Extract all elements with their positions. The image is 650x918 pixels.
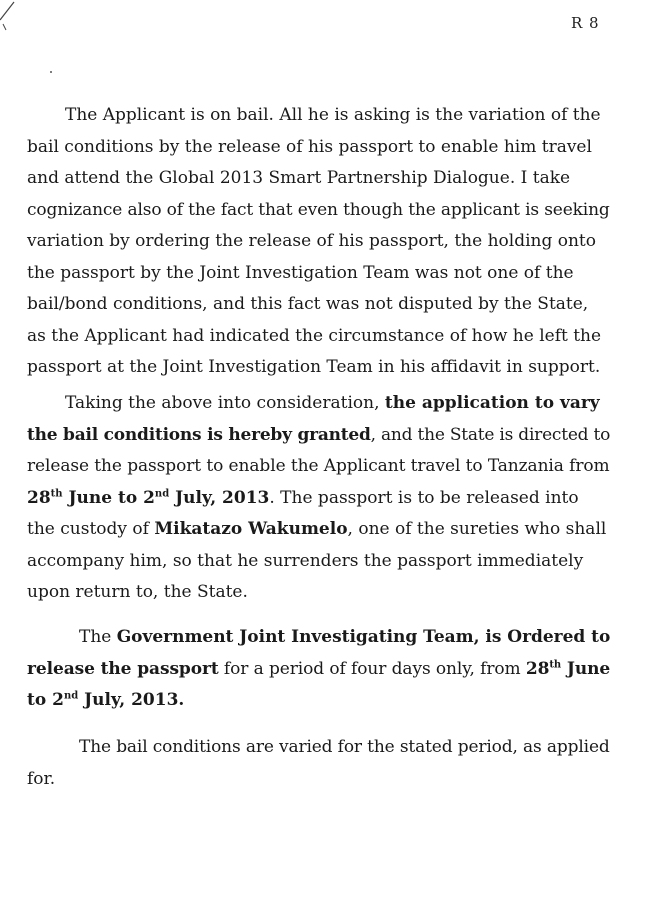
date-text: to 2: [27, 690, 64, 710]
text-line: accompany him, so that he surrenders the passport immediately: [27, 550, 584, 571]
page-reference: R 8: [571, 14, 600, 32]
ordinal-suffix: th: [549, 658, 562, 670]
bold-text: Government Joint Investigating Team, is Ordered to: [116, 627, 611, 647]
bold-text: release the passport: [27, 658, 219, 679]
bold-text: the application to vary: [384, 393, 600, 413]
date-text: July, 2013.: [78, 690, 185, 710]
corner-scan-mark: [0, 0, 20, 34]
paragraph-conditions-varied: [27, 732, 610, 795]
bold-date: [27, 488, 269, 508]
bold-date: [27, 690, 184, 710]
text-line: [27, 685, 610, 717]
paragraph-applicant-on-bail: [27, 100, 610, 384]
text-line: cognizance also of the fact that even though the applicant is seeking: [27, 199, 610, 220]
text-line: the passport by the Joint Investigation Team was not one of the: [27, 262, 574, 283]
text-line: passport at the Joint Investigation Team in his affidavit in support.: [27, 357, 601, 377]
text-line: variation by ordering the release of his passport, the holding onto: [27, 231, 597, 251]
text-line: upon return to, the State.: [27, 582, 248, 602]
text-line: [27, 388, 610, 420]
text-run: Taking the above into consideration,: [65, 393, 385, 413]
date-day: 28: [525, 658, 550, 679]
text-line: release the passport to enable the Applicant travel to Tanzania from: [27, 456, 610, 476]
text-line: [27, 420, 610, 452]
text-line: [27, 622, 610, 654]
date-day: 28: [27, 487, 51, 508]
bold-date: [526, 659, 610, 679]
text-run: The: [79, 627, 117, 647]
bold-text: the bail conditions is hereby granted: [27, 424, 371, 445]
date-text: June to 2: [62, 487, 155, 508]
text-line: as the Applicant had indicated the circumstance of how he left the: [27, 325, 602, 346]
ordinal-suffix: nd: [154, 487, 170, 499]
date-text: June: [561, 658, 611, 679]
ordinal-suffix: th: [50, 487, 63, 499]
paragraph-application-granted: [27, 388, 610, 609]
date-text: July, 2013: [169, 487, 270, 508]
text-run: . The passport is to be released into: [269, 487, 579, 508]
text-run: , and the State is directed to: [370, 424, 611, 445]
text-line: bail/bond conditions, and this fact was not disputed by the State,: [27, 294, 589, 314]
text-line: for.: [27, 768, 56, 789]
scan-speck: [50, 71, 52, 73]
text-run: the custody of: [27, 519, 155, 539]
text-line: [27, 654, 610, 686]
paragraph-order-release: [27, 622, 610, 717]
surety-name: Mikatazo Wakumelo: [154, 519, 348, 539]
ordinal-suffix: nd: [63, 690, 79, 702]
text-line: bail conditions by the release of his passport to enable him travel: [27, 136, 592, 157]
text-line: [27, 514, 610, 546]
text-line: The Applicant is on bail. All he is asking is the variation of the: [65, 105, 601, 125]
text-run: for a period of four days only, from: [218, 658, 526, 679]
text-line: The bail conditions are varied for the stated period, as applied: [79, 737, 610, 757]
text-run: , one of the sureties who shall: [347, 519, 607, 539]
text-line: and attend the Global 2013 Smart Partnership Dialogue. I take: [27, 168, 571, 188]
text-line: [27, 483, 610, 515]
